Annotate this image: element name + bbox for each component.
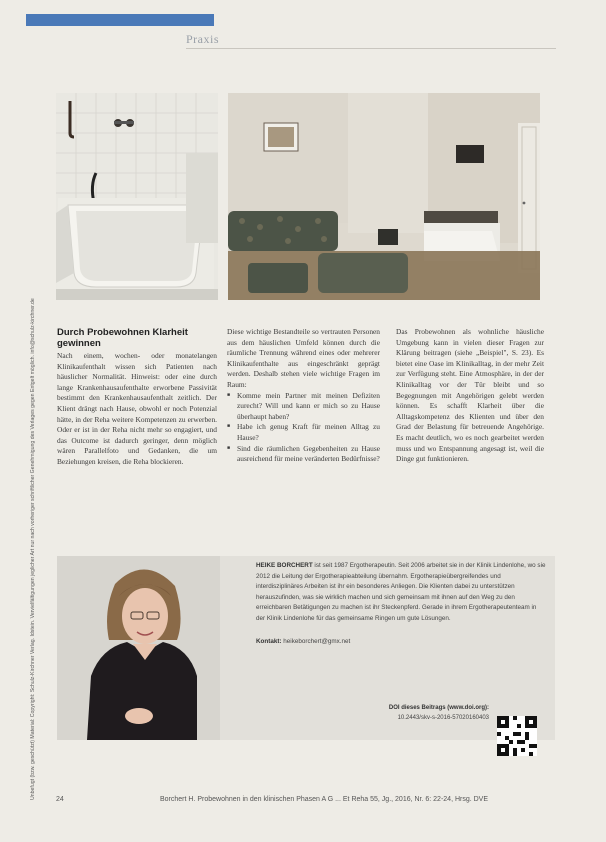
doi-info bbox=[369, 703, 489, 723]
list-item: ■ Komme mein Partner mit meinen Defiziten zurecht? Will und kann er mich so zu Hause überhaupt haben? bbox=[237, 391, 380, 423]
section-label: Praxis bbox=[186, 32, 219, 46]
article-paragraph: Diese wichtige Bestandteile so vertrauten Personen aus dem häuslichen Umfeld können durch die räumliche Trennung während eines oder mehrerer Klinikaufenthalte aus eingeschränkt geprägt werden. Deshalb stehen viele wichtige Fragen im Raum: bbox=[227, 327, 380, 389]
article-paragraph: Das Probewohnen als wohnliche häusliche Umgebung kann in vielen dieser Fragen zur Klärung beitragen (siehe „Beispiel", S. 23). Es bietet eine Oase im Klinikalltag, in der mehr Zeit zur Verfügung steht. Eine Atmosphäre, in der der Klinikalltag vor der Tür bleibt und so Begegnungen mit Angehörigen gelebt werden können. Es schafft Klarheit über die Alltagskompetenz des Klienten und über den Grad der Belastung für betreuende Angehörige. Es macht deutlich, wo es noch gearbeitet werden muss und wo Entspannung angesagt ist, weil die Dinge gut funktionieren. bbox=[396, 327, 544, 464]
header-rule bbox=[186, 48, 556, 49]
header-accent-bar bbox=[26, 14, 214, 26]
article-title: Durch Probewohnen Klarheit gewinnen bbox=[57, 327, 188, 349]
author-portrait bbox=[57, 556, 220, 740]
list-item: ■ Sind die räumlichen Gegebenheiten zu Hause ausreichend für meine veränderten Bedürfnisse? bbox=[237, 444, 380, 465]
list-item: ■ Habe ich genug Kraft für meinen Alltag zu Hause? bbox=[237, 422, 380, 443]
citation: Borchert H. Probewohnen in den klinischen Phasen A G ... Et Reha 55, Jg., 2016, Nr. 6: 22-24, Hrsg. DVE bbox=[160, 796, 489, 803]
bathroom-photo bbox=[56, 93, 218, 300]
author-name: HEIKE BORCHERT bbox=[256, 562, 313, 569]
contact-email[interactable]: heikeborchert@gmx.net bbox=[281, 638, 351, 645]
copyright-notice: Unbefugt (bzw. geschützt) Material: Copyright: Schulz-Kirchner Verlag. Idstein. Vervielfältigungen jeglicher Art nur nach vorheriger schriftlicher Genehmigung des Verlages gegen Entgelt möglich. info@schulz-kirchner.de bbox=[30, 298, 36, 800]
doi-value[interactable]: 10.2443/skv-s-2016-57020160403 bbox=[397, 715, 489, 721]
article-column-3 bbox=[396, 327, 544, 465]
article-column-1 bbox=[57, 327, 217, 468]
bio-text: ist seit 1987 Ergotherapeutin. Seit 2006 arbeitet sie in der Klinik Lindenlohe, wo sie 2012 die Leitung der Ergotherapieabteilung übernahm. Ergotherapieübergreifendes und interdisziplinäres Arbeiten ist ihr ein besonderes Anliegen. Die Klienten dabei zu unterstützen herauszufinden, was sie wirklich machen und sich gemeinsam mit ihnen auf den Weg zu den erreichbaren Betätigungen zu machen ist ihr Steckenpferd. Gerade in ihrem Ergotherapeutenteam in der Klinik Lindenlohe für das gemeinsame Ringen um gute Lösungen. bbox=[256, 562, 546, 622]
author-contact bbox=[256, 638, 350, 645]
question-list bbox=[227, 391, 380, 465]
qr-code-icon[interactable] bbox=[497, 716, 537, 756]
page-number: 24 bbox=[56, 796, 64, 803]
article-column-2 bbox=[227, 327, 380, 465]
article-paragraph: Nach einem, wochen- oder monatelangen Klinikaufenthalt wissen sich Patienten nach häuslicher Normalität. Hinweist: oder eine durch lange Krankenhausaufenthalte erworbene Passivität bestimmt den Krankenhausaufenthalt zeitlich. Der Klient drängt nach Hause, obwohl er noch Potenzial hätte, in der Reha weitere Kompetenzen zu erwerben. Oder er ist in der Reha nicht mehr so engagiert, und das Outcome ist dadurch geringer, denn möglich wären Parallelfoto und Gedanken, die um Beziehungen kreisen, die Reha blockieren. bbox=[57, 351, 217, 466]
doi-label: DOI dieses Beitrags (www.doi.org): bbox=[388, 705, 489, 711]
living-room-photo bbox=[228, 93, 540, 300]
author-bio bbox=[256, 561, 546, 624]
contact-label: Kontakt: bbox=[256, 638, 282, 645]
